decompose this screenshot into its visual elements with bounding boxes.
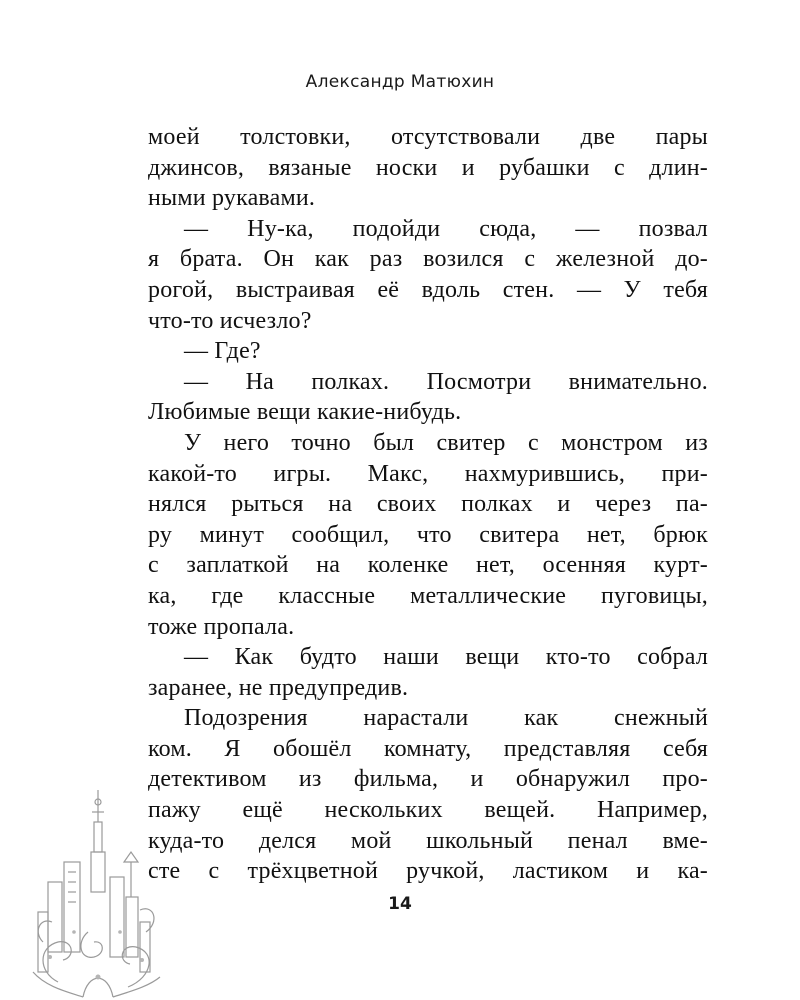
text-line: ком. Я обошёл комнату, представляя себя	[148, 735, 708, 762]
text-line: я брата. Он как раз возился с железной до-	[148, 246, 708, 273]
text-line: — На полках. Посмотри внимательно.	[184, 368, 708, 395]
text-line: ру минут сообщил, что свитера нет, брюк	[148, 521, 708, 548]
text-line: ными рукавами.	[148, 185, 316, 212]
text-line: детективом из фильма, и обнаружил про-	[148, 766, 708, 793]
text-line: джинсов, вязаные носки и рубашки с длин-	[148, 154, 708, 181]
body-text	[148, 122, 708, 887]
text-line: пажу ещё нескольких вещей. Например,	[148, 797, 708, 824]
text-line: ка, где классные металлические пуговицы,	[148, 582, 708, 609]
running-title: Александр Матюхин	[305, 72, 495, 92]
text-line: Подозрения нарастали как снежный	[184, 705, 708, 732]
text-line: — Как будто наши вещи кто-то собрал	[184, 644, 708, 671]
text-line: — Ну-ка, подойди сюда, — позвал	[184, 215, 708, 242]
text-line: Любимые вещи какие-нибудь.	[148, 399, 462, 426]
text-line: моей толстовки, отсутствовали две пары	[148, 124, 708, 150]
text-line: — Где?	[184, 338, 261, 365]
city-ornament-illustration	[28, 782, 163, 1000]
page-number: 14	[388, 894, 412, 914]
text-line: нялся рыться на своих полках и через па-	[148, 491, 708, 518]
text-line: какой-то игры. Макс, нахмурившись, при-	[148, 460, 708, 487]
text-line: заранее, не предупредив.	[148, 674, 409, 701]
text-line: с заплаткой на коленке нет, осенняя курт-	[148, 552, 708, 579]
text-line: рогой, выстраивая её вдоль стен. — У тебя	[148, 276, 708, 303]
text-line: что-то исчезло?	[148, 307, 312, 334]
text-line: куда-то делся мой школьный пенал вме-	[148, 827, 708, 854]
text-line: сте с трёхцветной ручкой, ластиком и ка-	[148, 858, 708, 885]
text-line: У него точно был свитер с монстром из	[184, 429, 708, 456]
text-line: тоже пропала.	[148, 613, 295, 640]
